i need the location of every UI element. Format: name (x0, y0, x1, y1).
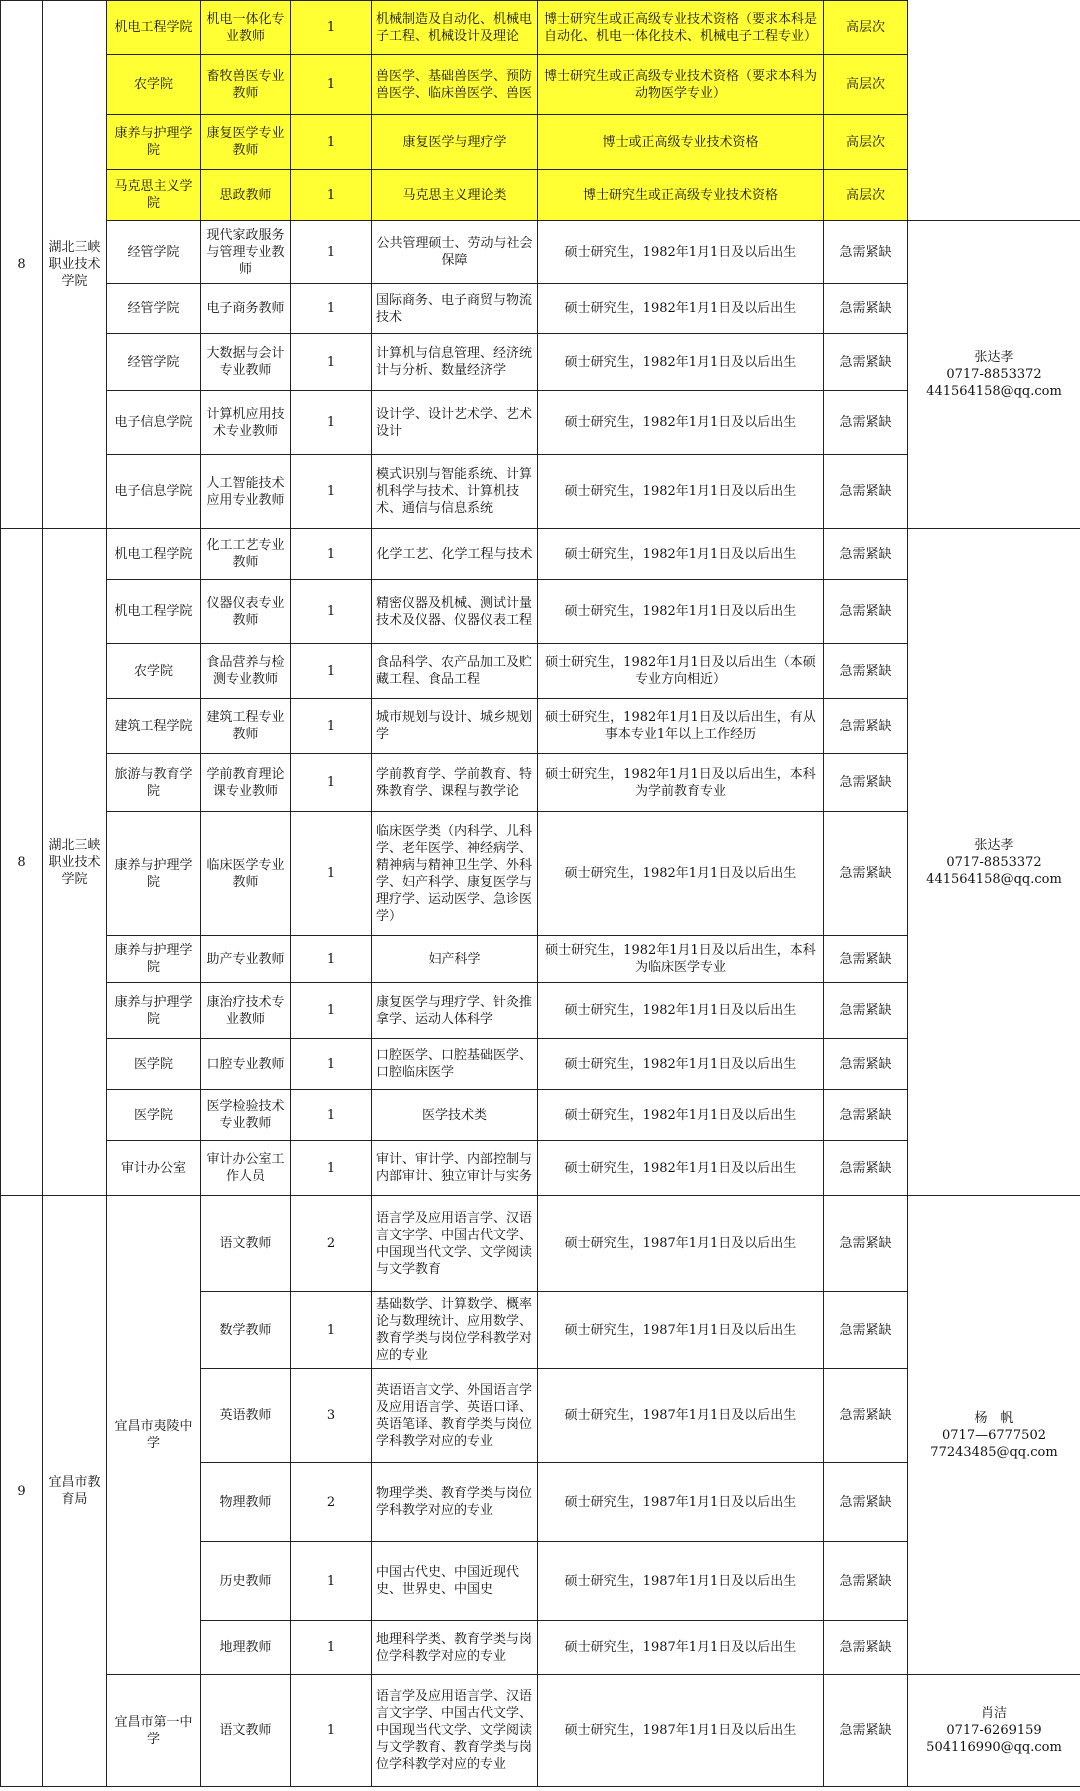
post-name: 人工智能技术应用专业教师 (201, 455, 291, 529)
post-count: 1 (291, 1039, 372, 1090)
major-requirement: 康复医学与理疗学、针灸推拿学、运动人体科学 (372, 983, 538, 1039)
major-requirement: 医学技术类 (372, 1090, 538, 1141)
contact-phone: 0717-6269159 (946, 1723, 1042, 1738)
major-requirement: 口腔医学、口腔基础医学、口腔临床医学 (372, 1039, 538, 1090)
talent-type: 急需紧缺 (824, 644, 908, 699)
qualification: 硕士研究生，1987年1月1日及以后出生 (538, 1369, 824, 1463)
contact-info (908, 529, 1080, 1196)
major-requirement: 妇产科学 (372, 936, 538, 983)
department: 康养与护理学院 (107, 115, 201, 170)
post-count: 1 (291, 699, 372, 754)
qualification: 硕士研究生，1982年1月1日及以后出生 (538, 812, 824, 936)
qualification: 硕士研究生，1982年1月1日及以后出生 (538, 1141, 824, 1196)
post-name: 现代家政服务与管理专业教师 (201, 221, 291, 284)
post-count: 1 (291, 284, 372, 334)
post-name: 历史教师 (201, 1542, 291, 1621)
department: 电子信息学院 (107, 455, 201, 529)
talent-type: 高层次 (824, 55, 908, 115)
contact-info (908, 1196, 1080, 1675)
major-requirement: 设计学、设计艺术学、艺术设计 (372, 391, 538, 455)
contact-phone: 0717-8853372 (946, 854, 1042, 870)
post-name: 康复医学专业教师 (201, 115, 291, 170)
post-name: 助产专业教师 (201, 936, 291, 983)
post-count: 1 (291, 334, 372, 391)
department: 建筑工程学院 (107, 699, 201, 754)
serial-number: 8 (1, 529, 43, 1196)
department: 审计办公室 (107, 1141, 201, 1196)
post-name: 大数据与会计专业教师 (201, 334, 291, 391)
serial-number: 8 (1, 1, 43, 529)
table-row (1, 221, 1080, 284)
talent-type: 急需紧缺 (824, 1090, 908, 1141)
post-name: 化工工艺专业教师 (201, 529, 291, 580)
post-name: 物理教师 (201, 1463, 291, 1542)
contact-name: 肖洁 (980, 1706, 1007, 1721)
post-count: 1 (291, 644, 372, 699)
qualification: 硕士研究生，1982年1月1日及以后出生 (538, 529, 824, 580)
qualification: 硕士研究生，1982年1月1日及以后出生 (538, 284, 824, 334)
major-requirement: 学前教育学、学前教育、特殊教育学、课程与教学论 (372, 754, 538, 812)
qualification: 博士研究生或正高级专业技术资格 (538, 170, 824, 221)
major-requirement: 马克思主义理论类 (372, 170, 538, 221)
post-count: 1 (291, 221, 372, 284)
contact-info (908, 1675, 1080, 1787)
qualification: 硕士研究生，1982年1月1日及以后出生 (538, 580, 824, 644)
post-name: 审计办公室工作人员 (201, 1141, 291, 1196)
department: 马克思主义学院 (107, 170, 201, 221)
major-requirement: 精密仪器及机械、测试计量技术及仪器、仪器仪表工程 (372, 580, 538, 644)
qualification: 硕士研究生，1982年1月1日及以后出生 (538, 221, 824, 284)
table-row (1, 529, 1080, 580)
talent-type: 急需紧缺 (824, 812, 908, 936)
major-requirement: 基础数学、计算数学、概率论与数理统计、应用数学、教育学类与岗位学科教学对应的专业 (372, 1292, 538, 1369)
post-count: 1 (291, 55, 372, 115)
post-count: 1 (291, 812, 372, 936)
post-count: 1 (291, 170, 372, 221)
contact-email: 504116990@qq.com (926, 1740, 1062, 1755)
contact-phone: 0717-8853372 (946, 367, 1042, 382)
qualification: 博士研究生或正高级专业技术资格（要求本科为动物医学专业） (538, 55, 824, 115)
talent-type: 急需紧缺 (824, 529, 908, 580)
major-requirement: 模式识别与智能系统、计算机科学与技术、计算机技术、通信与信息系统 (372, 455, 538, 529)
post-count: 1 (291, 1675, 372, 1787)
department: 经管学院 (107, 284, 201, 334)
talent-type: 急需紧缺 (824, 1292, 908, 1369)
unit-name: 湖北三峡职业技术学院 (43, 529, 107, 1196)
talent-type: 高层次 (824, 1, 908, 55)
major-requirement: 机械制造及自动化、机械电子工程、机械设计及理论 (372, 1, 538, 55)
talent-type: 急需紧缺 (824, 1542, 908, 1621)
talent-type: 急需紧缺 (824, 1621, 908, 1675)
post-count: 1 (291, 529, 372, 580)
department: 经管学院 (107, 221, 201, 284)
contact-name: 张达孝 (974, 350, 1014, 365)
qualification: 博士研究生或正高级专业技术资格（要求本科是自动化、机电一体化技术、机械电子工程专业） (538, 1, 824, 55)
major-requirement: 物理学类、教育学类与岗位学科教学对应的专业 (372, 1463, 538, 1542)
department: 医学院 (107, 1039, 201, 1090)
qualification: 硕士研究生，1982年1月1日及以后出生 (538, 334, 824, 391)
post-name: 思政教师 (201, 170, 291, 221)
department: 康养与护理学院 (107, 812, 201, 936)
post-name: 语文教师 (201, 1675, 291, 1787)
post-count: 1 (291, 580, 372, 644)
post-name: 仪器仪表专业教师 (201, 580, 291, 644)
table-row (1, 1196, 1080, 1292)
qualification: 硕士研究生，1982年1月1日及以后出生，有从事本专业1年以上工作经历 (538, 699, 824, 754)
school-name: 宜昌市第一中学 (107, 1675, 201, 1787)
qualification: 硕士研究生，1987年1月1日及以后出生 (538, 1621, 824, 1675)
post-count: 1 (291, 1, 372, 55)
major-requirement: 审计、审计学、内部控制与内部审计、独立审计与实务 (372, 1141, 538, 1196)
contact-email: 441564158@qq.com (926, 871, 1062, 887)
talent-type: 急需紧缺 (824, 580, 908, 644)
qualification: 硕士研究生，1987年1月1日及以后出生 (538, 1292, 824, 1369)
major-requirement: 兽医学、基础兽医学、预防兽医学、临床兽医学、兽医 (372, 55, 538, 115)
post-count: 2 (291, 1196, 372, 1292)
qualification: 硕士研究生，1987年1月1日及以后出生 (538, 1196, 824, 1292)
post-count: 1 (291, 115, 372, 170)
department: 农学院 (107, 644, 201, 699)
major-requirement: 化学工艺、化学工程与技术 (372, 529, 538, 580)
qualification: 硕士研究生，1982年1月1日及以后出生 (538, 455, 824, 529)
talent-type: 急需紧缺 (824, 1463, 908, 1542)
post-count: 1 (291, 1542, 372, 1621)
qualification: 硕士研究生，1982年1月1日及以后出生 (538, 391, 824, 455)
major-requirement: 城市规划与设计、城乡规划学 (372, 699, 538, 754)
talent-type: 高层次 (824, 170, 908, 221)
post-name: 建筑工程专业教师 (201, 699, 291, 754)
major-requirement: 临床医学类（内科学、儿科学、老年医学、神经病学、精神病与精神卫生学、外科学、妇产科学、康复医学与理疗学、运动医学、急诊医学） (372, 812, 538, 936)
school-name: 宜昌市夷陵中学 (107, 1196, 201, 1675)
contact-phone: 0717—6777502 (942, 1427, 1046, 1443)
post-name: 畜牧兽医专业教师 (201, 55, 291, 115)
post-count: 1 (291, 1621, 372, 1675)
contact-info (908, 221, 1080, 529)
major-requirement: 地理科学类、教育学类与岗位学科教学对应的专业 (372, 1621, 538, 1675)
department: 农学院 (107, 55, 201, 115)
department: 电子信息学院 (107, 391, 201, 455)
department: 经管学院 (107, 334, 201, 391)
qualification: 硕士研究生，1982年1月1日及以后出生 (538, 983, 824, 1039)
contact-email: 441564158@qq.com (926, 384, 1062, 399)
qualification: 硕士研究生，1987年1月1日及以后出生 (538, 1542, 824, 1621)
post-count: 1 (291, 455, 372, 529)
table-row (1, 1, 1080, 55)
talent-type: 急需紧缺 (824, 455, 908, 529)
talent-type: 急需紧缺 (824, 334, 908, 391)
post-count: 1 (291, 1141, 372, 1196)
major-requirement: 国际商务、电子商贸与物流技术 (372, 284, 538, 334)
unit-name: 湖北三峡职业技术学院 (43, 1, 107, 529)
department: 机电工程学院 (107, 529, 201, 580)
contact-blank (908, 1, 1080, 221)
post-name: 食品营养与检测专业教师 (201, 644, 291, 699)
contact-name: 杨 帆 (974, 1410, 1014, 1426)
qualification: 硕士研究生，1987年1月1日及以后出生 (538, 1675, 824, 1787)
talent-type: 急需紧缺 (824, 1039, 908, 1090)
talent-type: 急需紧缺 (824, 1196, 908, 1292)
talent-type: 急需紧缺 (824, 983, 908, 1039)
post-name: 口腔专业教师 (201, 1039, 291, 1090)
post-count: 2 (291, 1463, 372, 1542)
qualification: 硕士研究生，1987年1月1日及以后出生 (538, 1463, 824, 1542)
serial-number: 9 (1, 1196, 43, 1787)
major-requirement: 康复医学与理疗学 (372, 115, 538, 170)
major-requirement: 语言学及应用语言学、汉语言文字学、中国古代文学、中国现当代文学、文学阅读与文学教育、教育学类与岗位学科教学对应的专业 (372, 1675, 538, 1787)
department: 旅游与教育学院 (107, 754, 201, 812)
contact-email: 77243485@qq.com (930, 1444, 1058, 1460)
post-count: 1 (291, 983, 372, 1039)
major-requirement: 英语语言文学、外国语言学及应用语言学、英语口译、英语笔译、教育学类与岗位学科教学对应的专业 (372, 1369, 538, 1463)
post-name: 康治疗技术专业教师 (201, 983, 291, 1039)
post-name: 医学检验技术专业教师 (201, 1090, 291, 1141)
post-name: 数学教师 (201, 1292, 291, 1369)
major-requirement: 语言学及应用语言学、汉语言文字学、中国古代文学、中国现当代文学、文学阅读与文学教育 (372, 1196, 538, 1292)
post-count: 1 (291, 1292, 372, 1369)
department: 康养与护理学院 (107, 983, 201, 1039)
post-name: 地理教师 (201, 1621, 291, 1675)
talent-type: 急需紧缺 (824, 936, 908, 983)
post-count: 1 (291, 936, 372, 983)
post-name: 英语教师 (201, 1369, 291, 1463)
qualification: 硕士研究生，1982年1月1日及以后出生（本硕专业方向相近） (538, 644, 824, 699)
table-row (1, 1675, 1080, 1787)
talent-type: 急需紧缺 (824, 391, 908, 455)
talent-type: 急需紧缺 (824, 1141, 908, 1196)
talent-type: 高层次 (824, 115, 908, 170)
post-name: 语文教师 (201, 1196, 291, 1292)
post-name: 机电一体化专业教师 (201, 1, 291, 55)
department: 机电工程学院 (107, 580, 201, 644)
qualification: 博士或正高级专业技术资格 (538, 115, 824, 170)
talent-type: 急需紧缺 (824, 221, 908, 284)
qualification: 硕士研究生，1982年1月1日及以后出生，本科为临床医学专业 (538, 936, 824, 983)
post-count: 3 (291, 1369, 372, 1463)
talent-type: 急需紧缺 (824, 1675, 908, 1787)
major-requirement: 中国古代史、中国近现代史、世界史、中国史 (372, 1542, 538, 1621)
department: 医学院 (107, 1090, 201, 1141)
talent-type: 急需紧缺 (824, 284, 908, 334)
major-requirement: 计算机与信息管理、经济统计与分析、数量经济学 (372, 334, 538, 391)
major-requirement: 食品科学、农产品加工及贮藏工程、食品工程 (372, 644, 538, 699)
unit-name: 宜昌市教育局 (43, 1196, 107, 1787)
qualification: 硕士研究生，1982年1月1日及以后出生，本科为学前教育专业 (538, 754, 824, 812)
post-count: 1 (291, 391, 372, 455)
post-name: 学前教育理论课专业教师 (201, 754, 291, 812)
post-name: 临床医学专业教师 (201, 812, 291, 936)
post-count: 1 (291, 754, 372, 812)
talent-type: 急需紧缺 (824, 754, 908, 812)
post-name: 电子商务教师 (201, 284, 291, 334)
department: 康养与护理学院 (107, 936, 201, 983)
department: 机电工程学院 (107, 1, 201, 55)
talent-type: 急需紧缺 (824, 1369, 908, 1463)
talent-type: 急需紧缺 (824, 699, 908, 754)
post-count: 1 (291, 1090, 372, 1141)
qualification: 硕士研究生，1982年1月1日及以后出生 (538, 1090, 824, 1141)
contact-name: 张达孝 (974, 837, 1014, 853)
major-requirement: 公共管理硕士、劳动与社会保障 (372, 221, 538, 284)
qualification: 硕士研究生，1982年1月1日及以后出生 (538, 1039, 824, 1090)
post-name: 计算机应用技术专业教师 (201, 391, 291, 455)
